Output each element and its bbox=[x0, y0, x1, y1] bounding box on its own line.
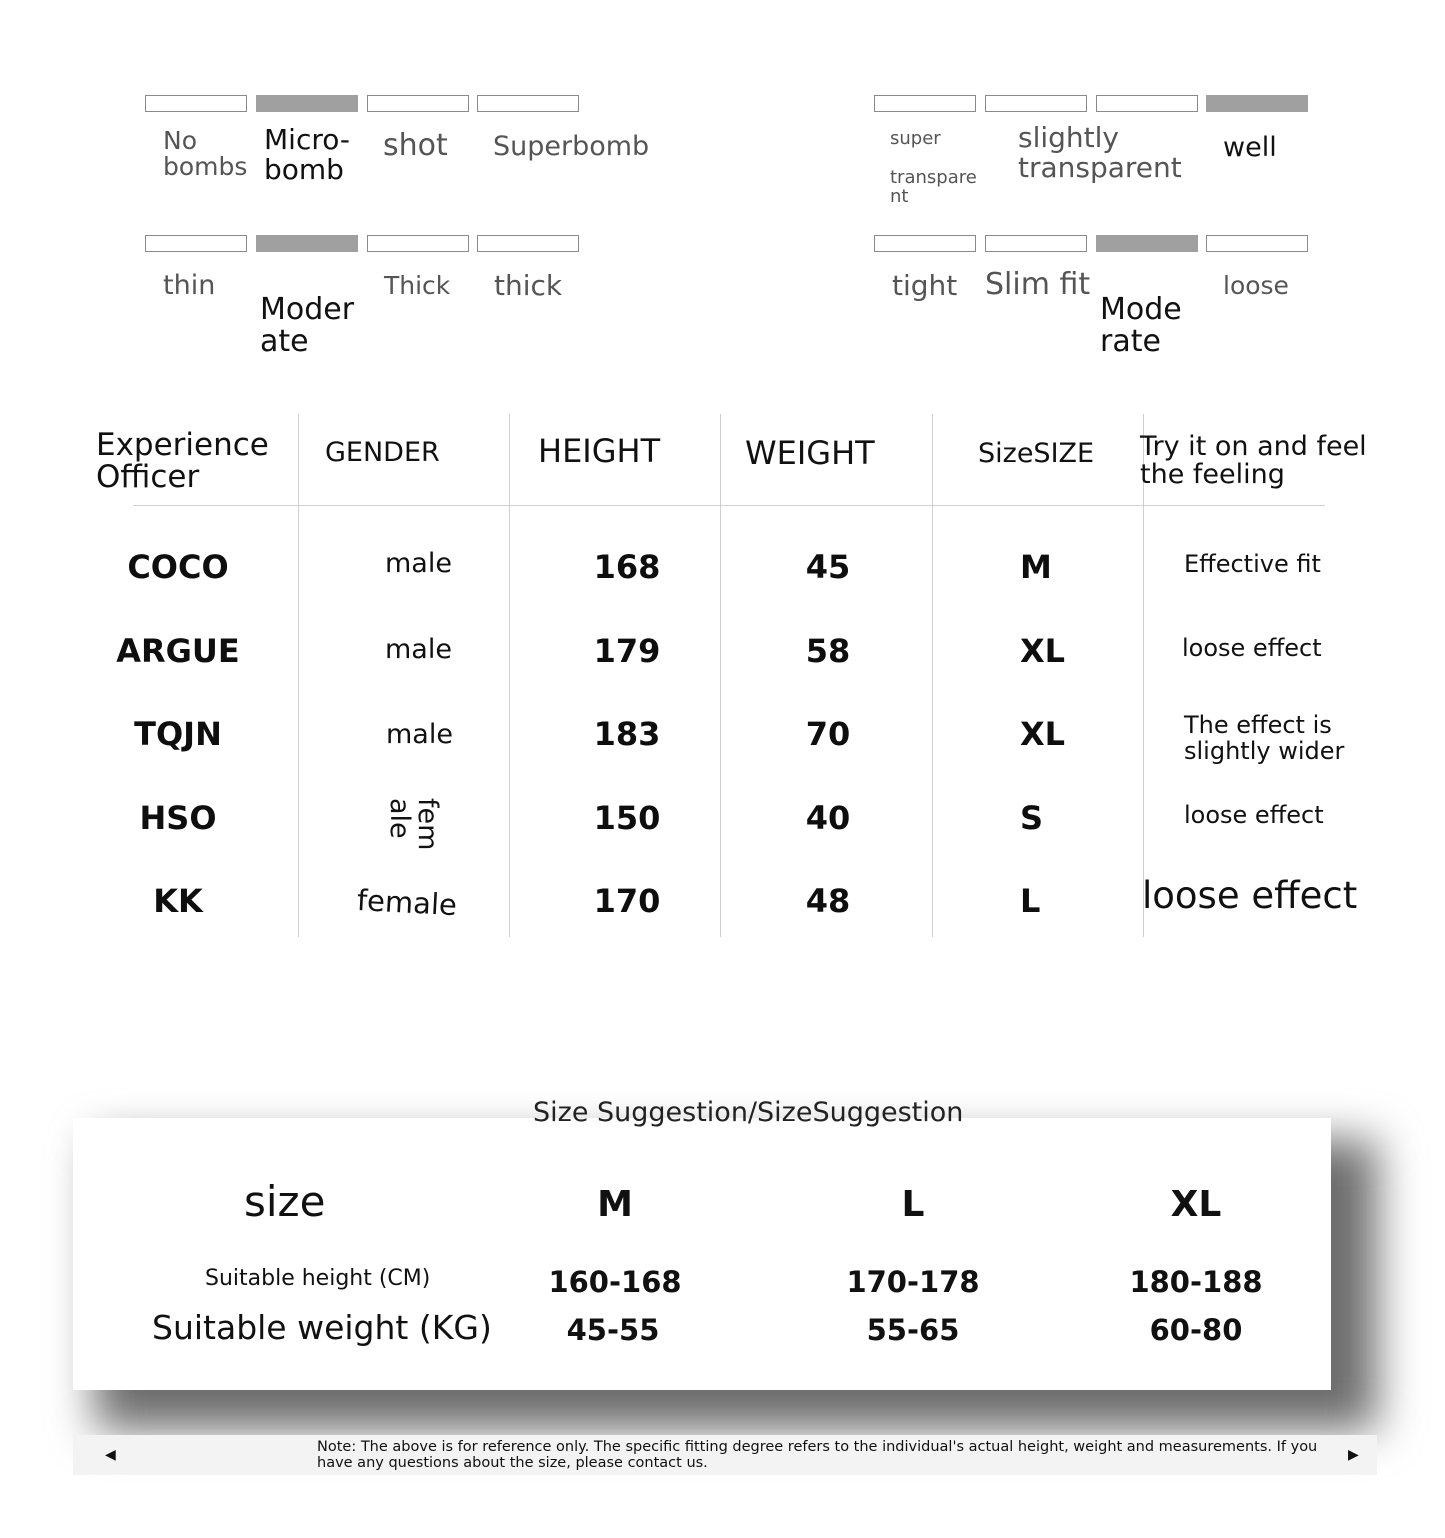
scale-label: tight bbox=[892, 269, 958, 302]
header-feel: Try it on and feel the feeling bbox=[1140, 431, 1367, 490]
scale-label: loose bbox=[1223, 271, 1289, 300]
suggestion-card bbox=[73, 1118, 1331, 1390]
column-divider bbox=[932, 414, 933, 937]
scale-stretch-bar-1 bbox=[145, 95, 247, 112]
header-height: HEIGHT bbox=[538, 432, 661, 470]
header-weight: WEIGHT bbox=[745, 434, 875, 472]
scale-label: Superbomb bbox=[493, 131, 650, 162]
scale-label: Moder bbox=[260, 292, 355, 327]
effect-value: The effect is slightly wider bbox=[1184, 711, 1345, 765]
scale-transparency-bar-2 bbox=[985, 95, 1087, 112]
weight-value: 45 bbox=[805, 548, 851, 586]
column-divider bbox=[1143, 414, 1144, 937]
scale-label: shot bbox=[383, 128, 448, 163]
size-M: M bbox=[597, 1184, 633, 1225]
scale-fit-bar-4 bbox=[1206, 235, 1308, 252]
size-value: L bbox=[1020, 882, 1041, 920]
scale-label: ate bbox=[260, 324, 309, 359]
scale-thickness-bar-3 bbox=[367, 235, 469, 252]
scale-label: No bbox=[163, 126, 197, 155]
scale-label: thin bbox=[163, 270, 216, 301]
scale-label: slightly bbox=[1018, 121, 1119, 154]
size-L: L bbox=[901, 1184, 925, 1225]
height-value: 179 bbox=[593, 632, 661, 670]
header-size: SizeSIZE bbox=[978, 438, 1095, 469]
scale-label: thick bbox=[494, 269, 563, 302]
scale-thickness-bar-2 bbox=[256, 235, 358, 252]
scale-label: rate bbox=[1100, 324, 1161, 359]
weight-value: 58 bbox=[805, 632, 851, 670]
scale-label: Micro- bbox=[264, 123, 350, 156]
scale-transparency-bar-3 bbox=[1096, 95, 1198, 112]
scale-label: super bbox=[890, 128, 941, 149]
gender-value: male bbox=[385, 634, 452, 665]
gender-value: male bbox=[386, 719, 453, 750]
gender-value: female bbox=[356, 883, 458, 923]
height-value: 168 bbox=[593, 548, 661, 586]
height-value: 183 bbox=[593, 715, 661, 753]
weight-value: 40 bbox=[805, 799, 851, 837]
scale-thickness-bar-4 bbox=[477, 235, 579, 252]
size-value: M bbox=[1020, 548, 1052, 586]
scale-stretch-bar-3 bbox=[367, 95, 469, 112]
officer-name: ARGUE bbox=[116, 632, 240, 670]
effect-value: loose effect bbox=[1182, 634, 1322, 662]
weight-range: 45-55 bbox=[566, 1313, 660, 1347]
height-row-label: Suitable height (CM) bbox=[205, 1266, 431, 1291]
scale-label: transpare bbox=[890, 167, 977, 188]
officer-name: KK bbox=[153, 882, 203, 920]
effect-value: loose effect bbox=[1184, 801, 1324, 829]
effect-value: Effective fit bbox=[1184, 550, 1321, 578]
weight-range: 55-65 bbox=[866, 1313, 960, 1347]
scroll-left-arrow[interactable]: ◀ bbox=[105, 1447, 116, 1463]
weight-value: 48 bbox=[805, 882, 851, 920]
scale-fit-bar-3 bbox=[1096, 235, 1198, 252]
column-divider bbox=[298, 414, 299, 937]
header-gender: GENDER bbox=[325, 437, 440, 468]
scale-fit-bar-1 bbox=[874, 235, 976, 252]
officer-name: HSO bbox=[139, 799, 217, 837]
gender-part: fem bbox=[412, 798, 443, 851]
scale-label: bombs bbox=[163, 152, 248, 181]
height-range: 170-178 bbox=[846, 1265, 980, 1299]
scale-label: well bbox=[1223, 132, 1277, 163]
height-value: 150 bbox=[593, 799, 661, 837]
scale-transparency-bar-1 bbox=[874, 95, 976, 112]
weight-range: 60-80 bbox=[1149, 1313, 1243, 1347]
scale-label: transparent bbox=[1018, 151, 1182, 184]
scale-transparency-bar-4 bbox=[1206, 95, 1308, 112]
header-officer: Experience Officer bbox=[96, 427, 269, 495]
scale-stretch-bar-4 bbox=[477, 95, 579, 112]
gender-value-rotated bbox=[384, 798, 443, 851]
column-divider bbox=[509, 414, 510, 937]
size-value: XL bbox=[1020, 715, 1066, 753]
note-text: Note: The above is for reference only. The specific fitting degree refers to the individual's actual height, weight and measurements. If you have any questions about the size, please contact us. bbox=[317, 1439, 1318, 1471]
height-value: 170 bbox=[593, 882, 661, 920]
scale-label: bomb bbox=[264, 153, 344, 186]
scale-label: Thick bbox=[384, 271, 451, 300]
scale-label: Slim fit bbox=[985, 267, 1091, 302]
header-divider bbox=[133, 505, 1325, 506]
scale-thickness-bar-1 bbox=[145, 235, 247, 252]
scroll-right-arrow[interactable]: ▶ bbox=[1348, 1447, 1359, 1463]
weight-value: 70 bbox=[805, 715, 851, 753]
officer-name: TQJN bbox=[134, 715, 222, 753]
size-XL: XL bbox=[1170, 1184, 1222, 1225]
effect-value: loose effect bbox=[1142, 874, 1358, 917]
column-divider bbox=[720, 414, 721, 937]
scale-label: nt bbox=[890, 186, 909, 207]
height-range: 160-168 bbox=[548, 1265, 682, 1299]
gender-part: ale bbox=[384, 798, 415, 839]
scale-fit-bar-2 bbox=[985, 235, 1087, 252]
size-value: S bbox=[1020, 799, 1044, 837]
scale-stretch-bar-2 bbox=[256, 95, 358, 112]
weight-row-label: Suitable weight (KG) bbox=[152, 1308, 492, 1347]
gender-value: male bbox=[385, 548, 452, 579]
scale-label: Mode bbox=[1100, 292, 1182, 327]
size-row-label: size bbox=[244, 1177, 326, 1226]
note-bar bbox=[73, 1435, 1377, 1475]
suggestion-title: Size Suggestion/SizeSuggestion bbox=[533, 1097, 964, 1128]
size-value: XL bbox=[1020, 632, 1066, 670]
officer-name: COCO bbox=[127, 548, 229, 586]
height-range: 180-188 bbox=[1129, 1265, 1263, 1299]
